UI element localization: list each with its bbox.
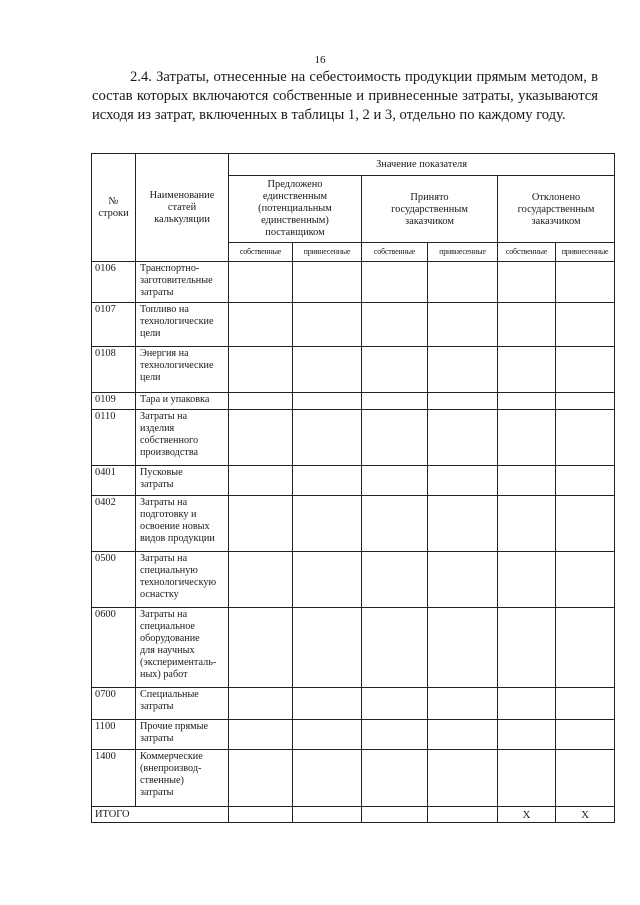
- subheader-own: собственные: [229, 243, 293, 262]
- value-cell: [428, 393, 498, 410]
- value-cell: [293, 496, 362, 552]
- row-name: Затраты на подготовку и освоение новых видов продукции: [136, 496, 229, 552]
- value-cell: [229, 496, 293, 552]
- value-cell: [229, 303, 293, 347]
- value-cell: [556, 303, 615, 347]
- table-row: [92, 410, 615, 466]
- row-name: Пусковые затраты: [136, 466, 229, 496]
- value-cell: [428, 466, 498, 496]
- value-cell: [428, 807, 498, 823]
- value-cell: [293, 393, 362, 410]
- table-row: [92, 303, 615, 347]
- value-cell: [362, 347, 428, 393]
- value-cell: [293, 410, 362, 466]
- table-row: [92, 720, 615, 750]
- table-row: [92, 347, 615, 393]
- value-cell: [229, 552, 293, 608]
- table-row: [92, 496, 615, 552]
- row-code: 1400: [92, 750, 136, 807]
- value-cell: [362, 608, 428, 688]
- table-row: [92, 608, 615, 688]
- value-cell: [556, 347, 615, 393]
- table-row: [92, 466, 615, 496]
- value-cell: [293, 608, 362, 688]
- row-name: Коммерческие (внепроизвод- ственные) затраты: [136, 750, 229, 807]
- row-name: Специальные затраты: [136, 688, 229, 720]
- table-row: [92, 262, 615, 303]
- value-cell: [498, 688, 556, 720]
- row-code: 0401: [92, 466, 136, 496]
- value-cell: [229, 393, 293, 410]
- value-cell: [229, 750, 293, 807]
- value-cell: [229, 807, 293, 823]
- row-name: Энергия на технологические цели: [136, 347, 229, 393]
- item-name-header: Наименование статей калькуляции: [136, 154, 229, 262]
- value-cell: [498, 750, 556, 807]
- row-name: Прочие прямые затраты: [136, 720, 229, 750]
- value-cell: [293, 552, 362, 608]
- value-cell: [428, 688, 498, 720]
- value-cell: [293, 262, 362, 303]
- value-cell: [498, 552, 556, 608]
- value-cell: [428, 720, 498, 750]
- value-cell: [498, 303, 556, 347]
- value-cell: [556, 496, 615, 552]
- total-label: ИТОГО: [92, 807, 229, 823]
- value-cell: [362, 393, 428, 410]
- subheader-brought: привнесенные: [556, 243, 615, 262]
- table-row: [92, 393, 615, 410]
- value-cell: [556, 410, 615, 466]
- value-cell: [498, 466, 556, 496]
- row-code: 0106: [92, 262, 136, 303]
- value-cell: [428, 750, 498, 807]
- value-cell: [293, 807, 362, 823]
- value-cell: [362, 807, 428, 823]
- value-cell: [428, 303, 498, 347]
- row-code: 0500: [92, 552, 136, 608]
- cost-table: [91, 153, 615, 823]
- row-name: Топливо на технологические цели: [136, 303, 229, 347]
- value-cell: [498, 347, 556, 393]
- value-cell: [229, 347, 293, 393]
- row-code: 0600: [92, 608, 136, 688]
- value-cell: [362, 720, 428, 750]
- group-proposed-header: Предложено единственным (потенциальным единственным) поставщиком: [229, 176, 362, 243]
- value-cell: [229, 466, 293, 496]
- value-cell: [428, 410, 498, 466]
- page-number: 16: [314, 54, 326, 66]
- total-row: [92, 807, 615, 823]
- total-x-mark: X: [556, 807, 615, 823]
- value-cell: [498, 720, 556, 750]
- value-cell: [556, 552, 615, 608]
- row-number-header: № строки: [92, 154, 136, 262]
- value-cell: [556, 750, 615, 807]
- intro-paragraph: 2.4. Затраты, отнесенные на себестоимость продукции прямым методом, в состав которых включаются собственные и привнесенные затраты, указываются исходя из затрат, включенных в таблицы 1, 2 и 3, отдельно по каждому году.: [92, 69, 598, 123]
- row-code: 0107: [92, 303, 136, 347]
- value-cell: [293, 688, 362, 720]
- value-cell: [556, 262, 615, 303]
- table-row: [92, 750, 615, 807]
- value-header: Значение показателя: [229, 154, 615, 176]
- value-cell: [362, 688, 428, 720]
- value-cell: [229, 262, 293, 303]
- total-x-mark: X: [498, 807, 556, 823]
- value-cell: [293, 720, 362, 750]
- value-cell: [362, 410, 428, 466]
- value-cell: [362, 750, 428, 807]
- row-code: 0109: [92, 393, 136, 410]
- subheader-brought: привнесенные: [428, 243, 498, 262]
- value-cell: [428, 347, 498, 393]
- value-cell: [362, 262, 428, 303]
- row-name: Затраты на изделия собственного производства: [136, 410, 229, 466]
- value-cell: [498, 608, 556, 688]
- value-cell: [293, 750, 362, 807]
- subheader-own: собственные: [498, 243, 556, 262]
- value-cell: [229, 720, 293, 750]
- value-cell: [362, 303, 428, 347]
- value-cell: [498, 262, 556, 303]
- value-cell: [498, 393, 556, 410]
- row-code: 0110: [92, 410, 136, 466]
- value-cell: [556, 393, 615, 410]
- row-name: Затраты на специальную технологическую оснастку: [136, 552, 229, 608]
- value-cell: [293, 347, 362, 393]
- subheader-brought: привнесенные: [293, 243, 362, 262]
- value-cell: [428, 262, 498, 303]
- value-cell: [556, 720, 615, 750]
- value-cell: [229, 608, 293, 688]
- row-code: 1100: [92, 720, 136, 750]
- value-cell: [229, 410, 293, 466]
- value-cell: [556, 608, 615, 688]
- value-cell: [428, 608, 498, 688]
- table-row: [92, 688, 615, 720]
- value-cell: [362, 552, 428, 608]
- row-code: 0700: [92, 688, 136, 720]
- row-code: 0402: [92, 496, 136, 552]
- row-name: Тара и упаковка: [136, 393, 229, 410]
- value-cell: [229, 688, 293, 720]
- table-row: [92, 552, 615, 608]
- row-code: 0108: [92, 347, 136, 393]
- value-cell: [498, 496, 556, 552]
- value-cell: [428, 496, 498, 552]
- value-cell: [293, 466, 362, 496]
- group-rejected-header: Отклонено государственным заказчиком: [498, 176, 615, 243]
- value-cell: [428, 552, 498, 608]
- value-cell: [556, 688, 615, 720]
- value-cell: [362, 496, 428, 552]
- value-cell: [362, 466, 428, 496]
- group-accepted-header: Принято государственным заказчиком: [362, 176, 498, 243]
- subheader-own: собственные: [362, 243, 428, 262]
- value-cell: [556, 466, 615, 496]
- value-cell: [293, 303, 362, 347]
- row-name: Транспортно- заготовительные затраты: [136, 262, 229, 303]
- value-cell: [498, 410, 556, 466]
- row-name: Затраты на специальное оборудование для научных (эксперименталь- ных) работ: [136, 608, 229, 688]
